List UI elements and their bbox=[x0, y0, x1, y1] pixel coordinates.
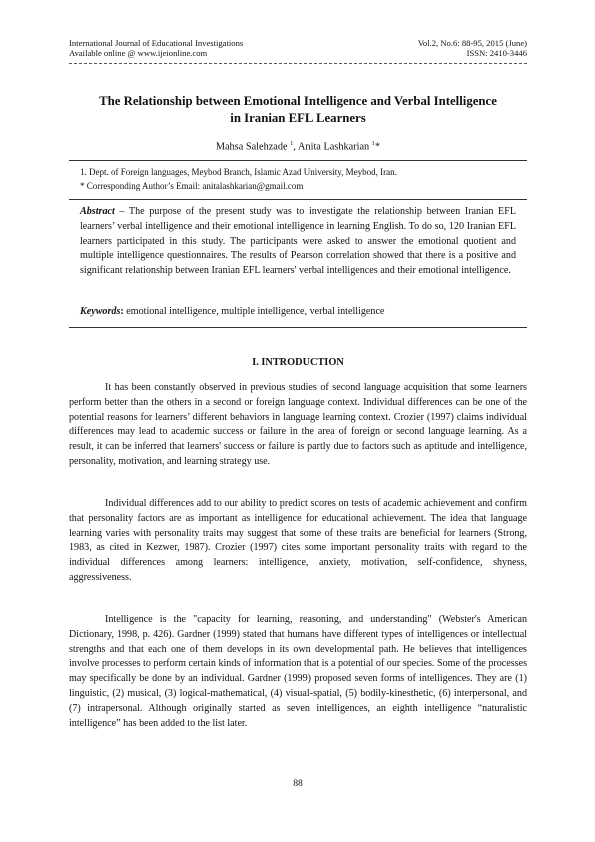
abstract-label: Abstract bbox=[80, 206, 115, 217]
abstract-top-rule bbox=[69, 199, 527, 200]
keywords-colon: : bbox=[120, 306, 127, 317]
author-1: Mahsa Salehzade bbox=[215, 141, 288, 153]
issn: ISSN: 2410-3446 bbox=[466, 48, 527, 58]
keywords bbox=[80, 306, 516, 317]
paragraph-3: Intelligence is the "capacity for learning, reasoning, and understanding" (Webster's American Dictionary, 1998, p. 426). Gardner (1999) stated that humans have different types of intelligences or intellectual strengths and that each one of them develops in its own developmental path. He believes that intelligences involve processes to perform certain kinds of information that is a potential of our species. Some of the processes may specifically be done by an individual. Gardner (1999) proposed seven forms of intelligences. They are (1) linguistic, (2) musical, (3) logical-mathematical, (4) visual-spatial, (5) bodily-kinesthetic, (6) interpersonal, and (7) intrapersonal. Although originally started as seven intelligences, an eighth intelligence “naturalistic intelligence” has been added to the list later. bbox=[69, 614, 527, 729]
abstract bbox=[80, 205, 516, 279]
keywords-text: emotional intelligence, multiple intelligence, verbal intelligence bbox=[126, 306, 385, 317]
corresponding-email: * Corresponding Author’s Email: anitalashkarian@gmail.com bbox=[80, 181, 304, 191]
keywords-bottom-rule bbox=[69, 327, 527, 328]
author-1-affiliation-mark: 1 bbox=[290, 140, 294, 147]
title-line-1: The Relationship between Emotional Intelligence and Verbal Intelligence bbox=[99, 94, 497, 108]
paper-title bbox=[69, 93, 527, 127]
keywords-label: Keywords bbox=[80, 306, 121, 317]
corresponding-author-mark: * bbox=[375, 141, 381, 153]
affiliation: 1. Dept. of Foreign languages, Meybod Branch, Islamic Azad University, Meybod, Iran. bbox=[80, 167, 397, 177]
author-separator: , bbox=[293, 141, 298, 153]
author-2-affiliation-mark: 1 bbox=[371, 140, 376, 147]
journal-website: Available online @ www.ijeionline.com bbox=[69, 48, 208, 58]
abstract-text: The purpose of the present study was to investigate the relationship between Iranian EFL learners’ verbal intelligence and their emotional intelligence in learning English. To do so, 120 Iranian EFL learners participated in this study. The participants were asked to answer the emotional quotient and multiple intelligence questionnaires. The results of Pearson correlation showed that there is a positive and significant relationship between Iranian EFL learners' verbal intelligences and their emotional intelligence. bbox=[80, 206, 516, 277]
author-2: Anita Lashkarian bbox=[298, 141, 370, 153]
journal-name: International Journal of Educational Investigations bbox=[69, 38, 244, 48]
running-header-line1 bbox=[69, 38, 527, 48]
section-heading: I. INTRODUCTION bbox=[252, 357, 344, 368]
header-divider bbox=[69, 63, 527, 64]
title-line-2: in Iranian EFL Learners bbox=[230, 111, 366, 125]
volume-info: Vol.2, No.6: 88-95, 2015 (June) bbox=[417, 38, 527, 48]
abstract-dash: – bbox=[114, 206, 129, 217]
page-number: 88 bbox=[293, 778, 303, 789]
paragraph-1: It has been constantly observed in previous studies of second language acquisition that some learners perform better than the others in a second or foreign language context. Individual differences can be one of the potential reasons for learners’ different behaviors in language learning context. Crozier (1997) claims individual differences may lead to academic success or failure in the area of foreign or second language learning. As a result, it can be inferred that learners' success or failure is partly due to factors such as aptitude and intelligence, personality, motivation, and learning strategy use. bbox=[69, 382, 527, 467]
affiliation-top-rule bbox=[69, 160, 527, 161]
author-list bbox=[69, 140, 527, 152]
paragraph-2: Individual differences add to our ability to predict scores on tests of academic achievement and confirm that personality factors are as important as intelligence for educational achievement. The idea that language learning varies with personality traits may suggest that some of these traits are beneficial for learners (Strong, 1983, as cited in Kezwer, 1987). Crozier (1997) cites some important personality traits with regard to the individual differences among learners: intelligence, anxiety, motivation, self-confidence, shyness, aggressiveness. bbox=[69, 498, 527, 583]
running-header-line2 bbox=[69, 48, 527, 58]
